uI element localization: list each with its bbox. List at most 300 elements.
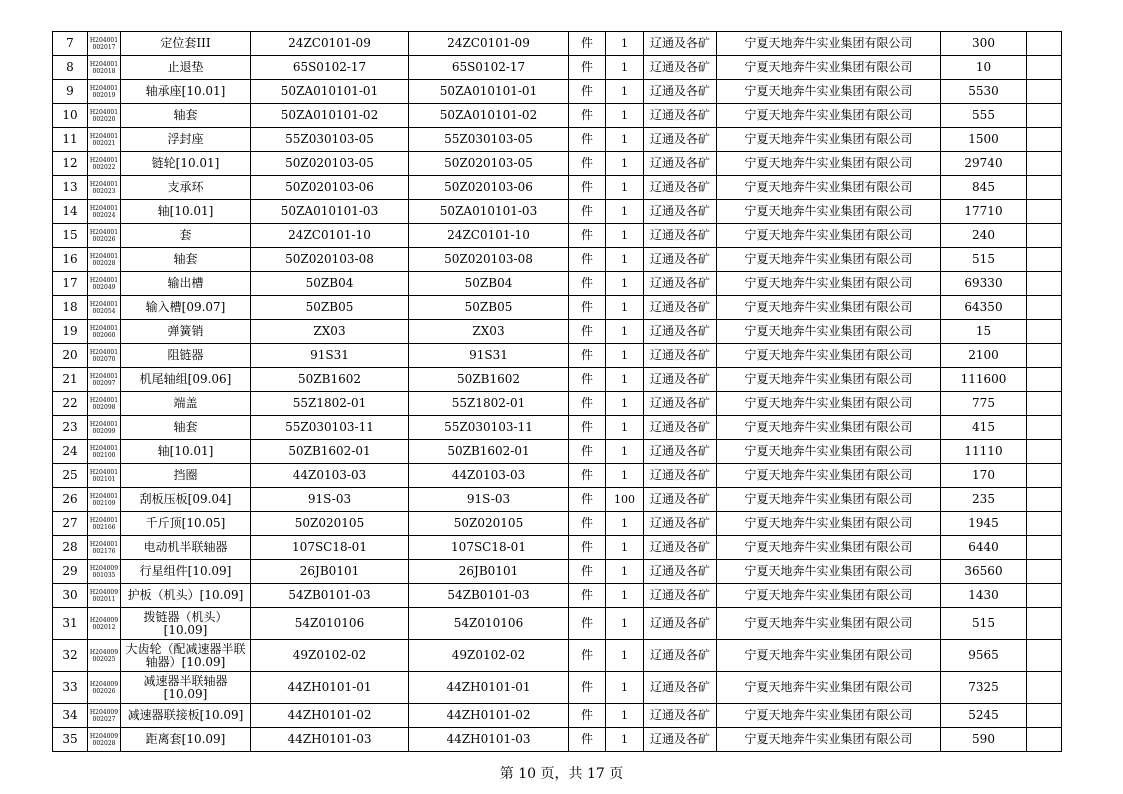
cell-supplier: 宁夏天地奔牛实业集团有限公司 [717,248,941,272]
cell-unit: 件 [569,536,606,560]
cell-supplier: 宁夏天地奔牛实业集团有限公司 [717,368,941,392]
cell-supplier: 宁夏天地奔牛实业集团有限公司 [717,56,941,80]
cell-row-number: 24 [53,440,88,464]
cell-part-name: 阻链器 [121,344,251,368]
cell-row-number: 19 [53,320,88,344]
cell-supplier: 宁夏天地奔牛实业集团有限公司 [717,80,941,104]
cell-row-number: 27 [53,512,88,536]
cell-usage-area: 辽通及各矿 [644,368,717,392]
cell-quantity: 1 [606,272,644,296]
cell-part-name: 距离套[10.09] [121,728,251,752]
cell-price: 415 [941,416,1027,440]
table-row [53,176,1062,200]
table-row [53,344,1062,368]
cell-price: 590 [941,728,1027,752]
cell-row-number: 30 [53,584,88,608]
cell-material-code: H204001002070 [88,344,121,368]
cell-material-code: H204009001035 [88,560,121,584]
cell-part-name: 千斤顶[10.05] [121,512,251,536]
cell-material-code: H204009002026 [88,672,121,704]
cell-drawing-number: 65S0102-17 [251,56,409,80]
cell-unit: 件 [569,296,606,320]
cell-row-number: 15 [53,224,88,248]
cell-supplier: 宁夏天地奔牛实业集团有限公司 [717,704,941,728]
cell-material-code: H204009002011 [88,584,121,608]
cell-material-code: H204001002023 [88,176,121,200]
cell-material-code: H204009002025 [88,640,121,672]
cell-supplier: 宁夏天地奔牛实业集团有限公司 [717,488,941,512]
cell-supplier: 宁夏天地奔牛实业集团有限公司 [717,728,941,752]
parts-table [52,31,1062,752]
cell-supplier: 宁夏天地奔牛实业集团有限公司 [717,464,941,488]
cell-drawing-number: 54Z010106 [251,608,409,640]
table-row [53,560,1062,584]
cell-drawing-number: 50ZB1602 [251,368,409,392]
cell-remark [1027,32,1062,56]
cell-usage-area: 辽通及各矿 [644,440,717,464]
cell-remark [1027,584,1062,608]
table-row [53,80,1062,104]
cell-drawing-number: 49Z0102-02 [251,640,409,672]
cell-supplier: 宁夏天地奔牛实业集团有限公司 [717,608,941,640]
cell-quantity: 1 [606,392,644,416]
cell-drawing-number: 24ZC0101-09 [251,32,409,56]
cell-material-code: H204001002060 [88,320,121,344]
cell-supplier: 宁夏天地奔牛实业集团有限公司 [717,32,941,56]
cell-spec-number: 65S0102-17 [409,56,569,80]
cell-quantity: 1 [606,56,644,80]
cell-material-code: H204009002027 [88,704,121,728]
cell-usage-area: 辽通及各矿 [644,296,717,320]
cell-quantity: 1 [606,200,644,224]
cell-spec-number: 54Z010106 [409,608,569,640]
cell-quantity: 1 [606,32,644,56]
cell-material-code: H204001002097 [88,368,121,392]
cell-drawing-number: 50ZA010101-01 [251,80,409,104]
table-row [53,488,1062,512]
cell-usage-area: 辽通及各矿 [644,272,717,296]
cell-drawing-number: 50ZB04 [251,272,409,296]
cell-quantity: 1 [606,104,644,128]
cell-price: 845 [941,176,1027,200]
cell-price: 170 [941,464,1027,488]
cell-unit: 件 [569,584,606,608]
cell-row-number: 23 [53,416,88,440]
cell-supplier: 宁夏天地奔牛实业集团有限公司 [717,416,941,440]
cell-price: 1500 [941,128,1027,152]
cell-quantity: 1 [606,608,644,640]
cell-spec-number: 50ZB1602-01 [409,440,569,464]
cell-part-name: 大齿轮（配减速器半联轴器）[10.09] [121,640,251,672]
cell-part-name: 机尾轴组[09.06] [121,368,251,392]
cell-drawing-number: 55Z030103-05 [251,128,409,152]
cell-part-name: 拨链器（机头）[10.09] [121,608,251,640]
cell-remark [1027,416,1062,440]
cell-usage-area: 辽通及各矿 [644,320,717,344]
cell-drawing-number: 50ZB05 [251,296,409,320]
cell-supplier: 宁夏天地奔牛实业集团有限公司 [717,200,941,224]
cell-drawing-number: 44ZH0101-02 [251,704,409,728]
cell-row-number: 11 [53,128,88,152]
cell-material-code: H204001002028 [88,248,121,272]
cell-usage-area: 辽通及各矿 [644,536,717,560]
cell-usage-area: 辽通及各矿 [644,224,717,248]
table-row [53,392,1062,416]
cell-supplier: 宁夏天地奔牛实业集团有限公司 [717,152,941,176]
cell-spec-number: 44ZH0101-03 [409,728,569,752]
cell-part-name: 电动机半联轴器 [121,536,251,560]
cell-spec-number: 50Z020103-05 [409,152,569,176]
cell-quantity: 1 [606,584,644,608]
cell-part-name: 端盖 [121,392,251,416]
cell-spec-number: 107SC18-01 [409,536,569,560]
cell-remark [1027,608,1062,640]
cell-unit: 件 [569,672,606,704]
cell-part-name: 行星组件[10.09] [121,560,251,584]
cell-drawing-number: 44ZH0101-03 [251,728,409,752]
table-row [53,296,1062,320]
table-row [53,248,1062,272]
cell-price: 1430 [941,584,1027,608]
cell-drawing-number: 50ZA010101-02 [251,104,409,128]
cell-material-code: H204001002176 [88,536,121,560]
cell-quantity: 1 [606,640,644,672]
cell-remark [1027,512,1062,536]
cell-price: 6440 [941,536,1027,560]
cell-supplier: 宁夏天地奔牛实业集团有限公司 [717,512,941,536]
cell-unit: 件 [569,608,606,640]
cell-quantity: 1 [606,320,644,344]
cell-usage-area: 辽通及各矿 [644,464,717,488]
table-row [53,672,1062,704]
cell-remark [1027,488,1062,512]
cell-remark [1027,248,1062,272]
cell-drawing-number: 50Z020105 [251,512,409,536]
cell-unit: 件 [569,344,606,368]
cell-spec-number: 91S-03 [409,488,569,512]
cell-usage-area: 辽通及各矿 [644,512,717,536]
cell-supplier: 宁夏天地奔牛实业集团有限公司 [717,320,941,344]
cell-supplier: 宁夏天地奔牛实业集团有限公司 [717,344,941,368]
cell-material-code: H204001002098 [88,392,121,416]
cell-price: 5530 [941,80,1027,104]
cell-price: 111600 [941,368,1027,392]
cell-supplier: 宁夏天地奔牛实业集团有限公司 [717,672,941,704]
cell-row-number: 33 [53,672,88,704]
cell-row-number: 9 [53,80,88,104]
cell-unit: 件 [569,248,606,272]
cell-price: 1945 [941,512,1027,536]
cell-spec-number: 55Z030103-05 [409,128,569,152]
cell-material-code: H204001002020 [88,104,121,128]
cell-unit: 件 [569,464,606,488]
cell-remark [1027,272,1062,296]
cell-usage-area: 辽通及各矿 [644,640,717,672]
cell-unit: 件 [569,56,606,80]
cell-price: 36560 [941,560,1027,584]
cell-row-number: 8 [53,56,88,80]
cell-remark [1027,344,1062,368]
cell-usage-area: 辽通及各矿 [644,672,717,704]
cell-unit: 件 [569,392,606,416]
cell-part-name: 弹簧销 [121,320,251,344]
table-row [53,464,1062,488]
cell-remark [1027,672,1062,704]
cell-remark [1027,56,1062,80]
cell-unit: 件 [569,200,606,224]
cell-part-name: 轴套 [121,104,251,128]
cell-quantity: 100 [606,488,644,512]
table-row [53,368,1062,392]
cell-unit: 件 [569,368,606,392]
cell-part-name: 支承环 [121,176,251,200]
cell-price: 555 [941,104,1027,128]
cell-quantity: 1 [606,344,644,368]
cell-price: 235 [941,488,1027,512]
cell-drawing-number: 91S31 [251,344,409,368]
cell-quantity: 1 [606,368,644,392]
page-footer: 第 10 页，共 17 页 [499,766,624,782]
cell-remark [1027,560,1062,584]
cell-spec-number: 24ZC0101-09 [409,32,569,56]
cell-price: 15 [941,320,1027,344]
cell-usage-area: 辽通及各矿 [644,152,717,176]
table-row [53,704,1062,728]
cell-usage-area: 辽通及各矿 [644,56,717,80]
cell-quantity: 1 [606,536,644,560]
cell-supplier: 宁夏天地奔牛实业集团有限公司 [717,104,941,128]
cell-material-code: H204001002019 [88,80,121,104]
table-row [53,584,1062,608]
cell-drawing-number: 50Z020103-08 [251,248,409,272]
cell-material-code: H204001002022 [88,152,121,176]
cell-drawing-number: 91S-03 [251,488,409,512]
cell-spec-number: ZX03 [409,320,569,344]
cell-quantity: 1 [606,704,644,728]
cell-part-name: 输入槽[09.07] [121,296,251,320]
cell-spec-number: 49Z0102-02 [409,640,569,672]
cell-remark [1027,224,1062,248]
cell-remark [1027,80,1062,104]
cell-price: 7325 [941,672,1027,704]
cell-unit: 件 [569,640,606,672]
cell-material-code: H204001002101 [88,464,121,488]
cell-usage-area: 辽通及各矿 [644,344,717,368]
cell-quantity: 1 [606,416,644,440]
table-row [53,640,1062,672]
cell-part-name: 挡圈 [121,464,251,488]
cell-part-name: 减速器联接板[10.09] [121,704,251,728]
cell-price: 11110 [941,440,1027,464]
cell-price: 515 [941,608,1027,640]
cell-material-code: H204009002012 [88,608,121,640]
table-row [53,56,1062,80]
cell-quantity: 1 [606,80,644,104]
cell-remark [1027,392,1062,416]
cell-supplier: 宁夏天地奔牛实业集团有限公司 [717,176,941,200]
cell-drawing-number: 54ZB0101-03 [251,584,409,608]
cell-material-code: H204001002021 [88,128,121,152]
table-row [53,104,1062,128]
cell-part-name: 止退垫 [121,56,251,80]
cell-unit: 件 [569,104,606,128]
cell-quantity: 1 [606,152,644,176]
cell-row-number: 35 [53,728,88,752]
cell-part-name: 轴套 [121,248,251,272]
cell-drawing-number: 50Z020103-05 [251,152,409,176]
cell-spec-number: 50ZA010101-01 [409,80,569,104]
cell-row-number: 22 [53,392,88,416]
cell-material-code: H204001002166 [88,512,121,536]
cell-unit: 件 [569,704,606,728]
cell-quantity: 1 [606,672,644,704]
cell-remark [1027,464,1062,488]
table-row [53,320,1062,344]
cell-usage-area: 辽通及各矿 [644,488,717,512]
cell-part-name: 轴[10.01] [121,440,251,464]
cell-drawing-number: 107SC18-01 [251,536,409,560]
cell-remark [1027,128,1062,152]
table-row [53,728,1062,752]
cell-usage-area: 辽通及各矿 [644,392,717,416]
cell-quantity: 1 [606,128,644,152]
cell-part-name: 定位套III [121,32,251,56]
cell-drawing-number: 50Z020103-06 [251,176,409,200]
cell-spec-number: 44Z0103-03 [409,464,569,488]
cell-unit: 件 [569,728,606,752]
cell-remark [1027,104,1062,128]
table-row [53,32,1062,56]
cell-part-name: 刮板压板[09.04] [121,488,251,512]
cell-drawing-number: 50ZB1602-01 [251,440,409,464]
cell-supplier: 宁夏天地奔牛实业集团有限公司 [717,640,941,672]
cell-spec-number: 50ZA010101-03 [409,200,569,224]
table-row [53,512,1062,536]
cell-quantity: 1 [606,440,644,464]
cell-unit: 件 [569,488,606,512]
cell-usage-area: 辽通及各矿 [644,200,717,224]
cell-material-code: H204001002018 [88,56,121,80]
cell-row-number: 31 [53,608,88,640]
cell-spec-number: 26JB0101 [409,560,569,584]
cell-drawing-number: 55Z030103-11 [251,416,409,440]
cell-supplier: 宁夏天地奔牛实业集团有限公司 [717,392,941,416]
cell-part-name: 护板（机头）[10.09] [121,584,251,608]
cell-spec-number: 50ZB1602 [409,368,569,392]
cell-spec-number: 50Z020105 [409,512,569,536]
cell-quantity: 1 [606,296,644,320]
cell-unit: 件 [569,272,606,296]
cell-price: 29740 [941,152,1027,176]
table-row [53,536,1062,560]
cell-price: 515 [941,248,1027,272]
table-body [53,32,1062,752]
cell-material-code: H204001002049 [88,272,121,296]
cell-drawing-number: 44ZH0101-01 [251,672,409,704]
table-row [53,440,1062,464]
cell-spec-number: 24ZC0101-10 [409,224,569,248]
cell-usage-area: 辽通及各矿 [644,104,717,128]
cell-unit: 件 [569,320,606,344]
cell-usage-area: 辽通及各矿 [644,608,717,640]
cell-row-number: 25 [53,464,88,488]
cell-price: 2100 [941,344,1027,368]
cell-row-number: 29 [53,560,88,584]
cell-row-number: 13 [53,176,88,200]
cell-drawing-number: ZX03 [251,320,409,344]
cell-unit: 件 [569,80,606,104]
cell-quantity: 1 [606,728,644,752]
cell-remark [1027,536,1062,560]
cell-usage-area: 辽通及各矿 [644,80,717,104]
cell-supplier: 宁夏天地奔牛实业集团有限公司 [717,296,941,320]
cell-row-number: 12 [53,152,88,176]
cell-quantity: 1 [606,464,644,488]
table-row [53,200,1062,224]
cell-price: 69330 [941,272,1027,296]
cell-usage-area: 辽通及各矿 [644,728,717,752]
cell-supplier: 宁夏天地奔牛实业集团有限公司 [717,224,941,248]
cell-material-code: H204001002109 [88,488,121,512]
cell-remark [1027,368,1062,392]
cell-row-number: 16 [53,248,88,272]
cell-drawing-number: 55Z1802-01 [251,392,409,416]
cell-spec-number: 55Z1802-01 [409,392,569,416]
cell-spec-number: 44ZH0101-02 [409,704,569,728]
cell-row-number: 26 [53,488,88,512]
cell-part-name: 轴套 [121,416,251,440]
table-row [53,272,1062,296]
cell-supplier: 宁夏天地奔牛实业集团有限公司 [717,128,941,152]
table-row [53,608,1062,640]
cell-row-number: 32 [53,640,88,672]
cell-quantity: 1 [606,512,644,536]
cell-remark [1027,728,1062,752]
table-row [53,224,1062,248]
cell-unit: 件 [569,32,606,56]
cell-row-number: 34 [53,704,88,728]
cell-supplier: 宁夏天地奔牛实业集团有限公司 [717,584,941,608]
cell-spec-number: 50ZB04 [409,272,569,296]
cell-part-name: 减速器半联轴器[10.09] [121,672,251,704]
cell-row-number: 18 [53,296,88,320]
cell-price: 300 [941,32,1027,56]
cell-remark [1027,200,1062,224]
cell-remark [1027,296,1062,320]
cell-material-code: H204001002054 [88,296,121,320]
table-row [53,416,1062,440]
cell-row-number: 10 [53,104,88,128]
cell-price: 64350 [941,296,1027,320]
cell-spec-number: 50ZB05 [409,296,569,320]
cell-remark [1027,440,1062,464]
table-row [53,128,1062,152]
cell-part-name: 输出槽 [121,272,251,296]
cell-price: 240 [941,224,1027,248]
cell-drawing-number: 24ZC0101-10 [251,224,409,248]
cell-price: 10 [941,56,1027,80]
cell-quantity: 1 [606,224,644,248]
cell-spec-number: 91S31 [409,344,569,368]
cell-part-name: 浮封座 [121,128,251,152]
cell-spec-number: 50Z020103-08 [409,248,569,272]
cell-remark [1027,320,1062,344]
cell-usage-area: 辽通及各矿 [644,704,717,728]
cell-remark [1027,704,1062,728]
cell-usage-area: 辽通及各矿 [644,560,717,584]
cell-part-name: 轴[10.01] [121,200,251,224]
cell-supplier: 宁夏天地奔牛实业集团有限公司 [717,440,941,464]
